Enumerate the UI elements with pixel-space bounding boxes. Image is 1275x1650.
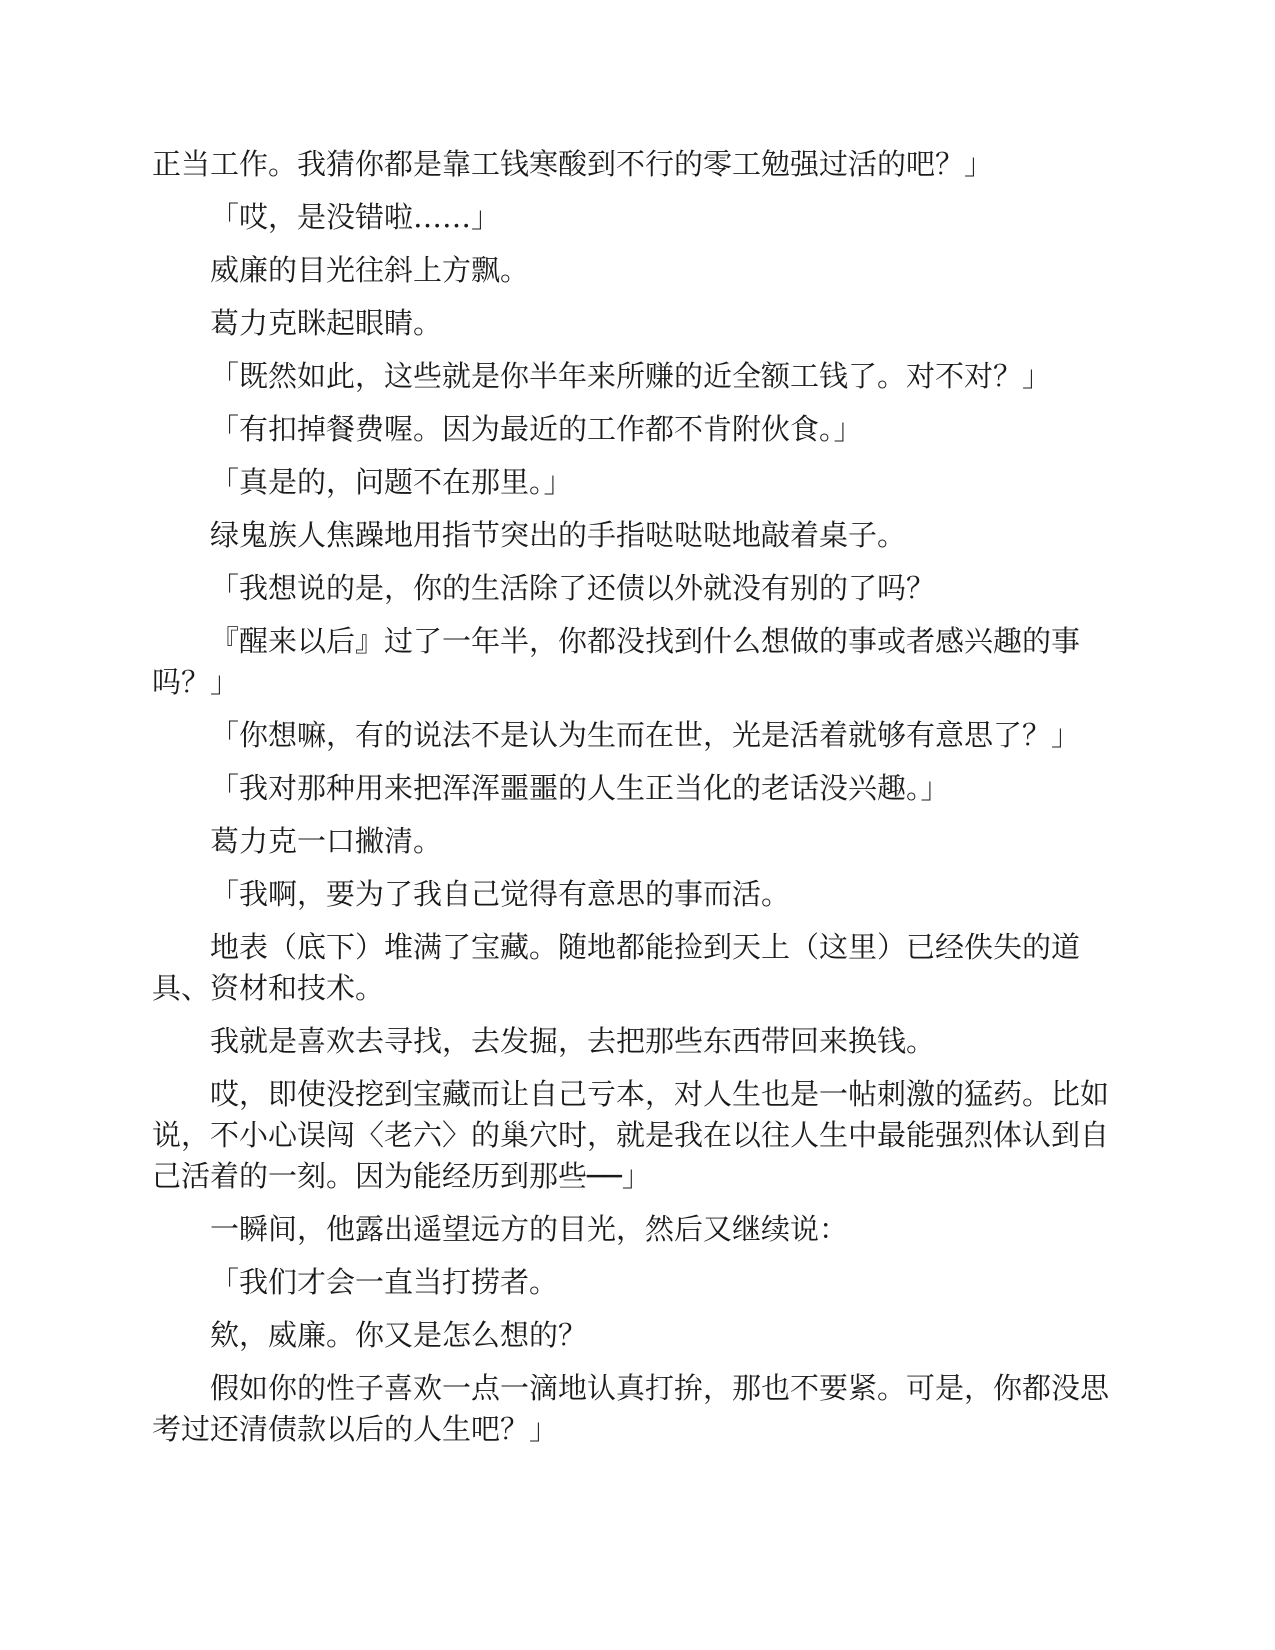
paragraph-14: 「我啊，要为了我自己觉得有意思的事而活。 — [210, 877, 791, 911]
paragraph-10: 『醒来以后』过了一年半，你都没找到什么想做的事或者感兴趣的事吗？」 — [152, 624, 1081, 699]
paragraph-2: 「哎，是没错啦……」 — [210, 200, 501, 234]
paragraph-18: 一瞬间，他露出遥望远方的目光，然后又继续说： — [210, 1212, 849, 1246]
paragraph-4: 葛力克眯起眼睛。 — [210, 306, 443, 340]
paragraph-11: 「你想嘛，有的说法不是认为生而在世，光是活着就够有意思了？」 — [210, 718, 1081, 752]
paragraph-17: 哎，即使没挖到宝藏而让自己亏本，对人生也是一帖刺激的猛药。比如说，不小心误闯〈老六〉的巢穴时，就是我在以往人生中最能强烈体认到自己活着的一刻。因为能经历到那些──」 — [152, 1077, 1110, 1193]
paragraph-3: 威廉的目光往斜上方飘。 — [210, 253, 530, 287]
paragraph-13: 葛力克一口撇清。 — [210, 824, 443, 858]
paragraph-9: 「我想说的是，你的生活除了还债以外就没有别的了吗？ — [210, 571, 936, 605]
paragraph-1: 正当工作。我猜你都是靠工钱寒酸到不行的零工勉强过活的吧？」 — [152, 147, 994, 181]
paragraph-19: 「我们才会一直当打捞者。 — [210, 1265, 559, 1299]
paragraph-7: 「真是的，问题不在那里。」 — [210, 465, 573, 499]
paragraph-5: 「既然如此，这些就是你半年来所赚的近全额工钱了。对不对？」 — [210, 359, 1052, 393]
paragraph-16: 我就是喜欢去寻找，去发掘，去把那些东西带回来换钱。 — [210, 1024, 936, 1058]
paragraph-12: 「我对那种用来把浑浑噩噩的人生正当化的老话没兴趣。」 — [210, 771, 950, 805]
paragraph-8: 绿鬼族人焦躁地用指节突出的手指哒哒哒地敲着桌子。 — [210, 518, 907, 552]
paragraph-6: 「有扣掉餐费喔。因为最近的工作都不肯附伙食。」 — [210, 412, 863, 446]
paragraph-21: 假如你的性子喜欢一点一滴地认真打拚，那也不要紧。可是，你都没思考过还清债款以后的人生吧？」 — [152, 1371, 1110, 1446]
paragraph-20: 欸，威廉。你又是怎么想的？ — [210, 1318, 588, 1352]
body-text — [152, 144, 1127, 1462]
paragraph-15: 地表（底下）堆满了宝藏。随地都能捡到天上（这里）已经佚失的道具、资材和技术。 — [152, 930, 1081, 1005]
